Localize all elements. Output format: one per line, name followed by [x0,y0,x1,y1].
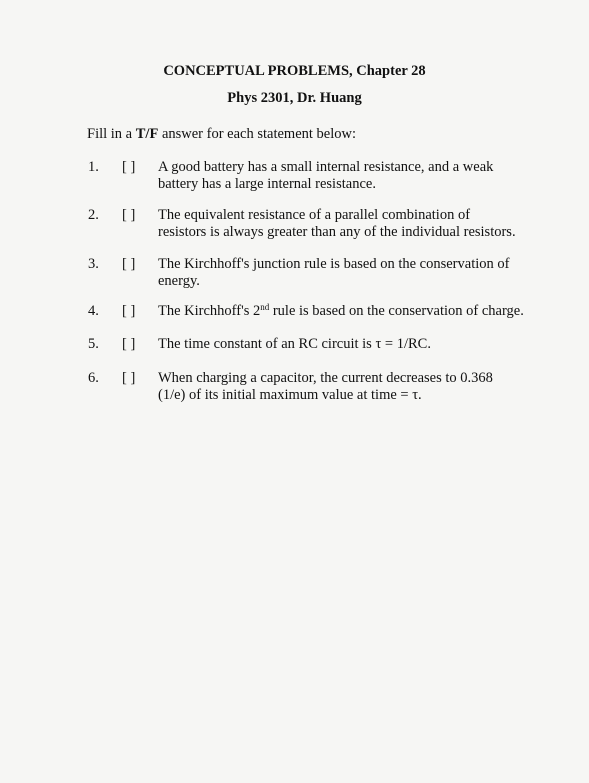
answer-box[interactable]: [ ] [122,256,136,272]
answer-box[interactable]: [ ] [122,207,136,223]
question-text: A good battery has a small internal resistance, and a weak battery has a large internal resistance. [158,159,494,192]
question-number: 1. [88,159,99,175]
answer-box[interactable]: [ ] [122,159,136,175]
question-number: 5. [88,336,99,352]
question-text: The Kirchhoff's 2nd rule is based on the conservation of charge. [158,302,524,319]
answer-box[interactable]: [ ] [122,370,136,386]
question-number: 4. [88,303,99,319]
question-number: 6. [88,370,99,386]
question-text: The time constant of an RC circuit is τ = 1/RC. [158,336,431,352]
instruction-text: Fill in a T/F answer for each statement below: [87,126,356,142]
question-number: 3. [88,256,99,272]
answer-box[interactable]: [ ] [122,303,136,319]
page-subtitle: Phys 2301, Dr. Huang [227,90,362,106]
question-text: The Kirchhoff's junction rule is based on the conservation of energy. [158,256,510,289]
question-number: 2. [88,207,99,223]
question-text: When charging a capacitor, the current decreases to 0.368 (1/e) of its initial maximum value at time = τ. [158,370,493,403]
answer-box[interactable]: [ ] [122,336,136,352]
page-title: CONCEPTUAL PROBLEMS, Chapter 28 [163,63,426,79]
question-text: The equivalent resistance of a parallel combination of resistors is always greater than any of the individual resistors. [158,207,516,240]
